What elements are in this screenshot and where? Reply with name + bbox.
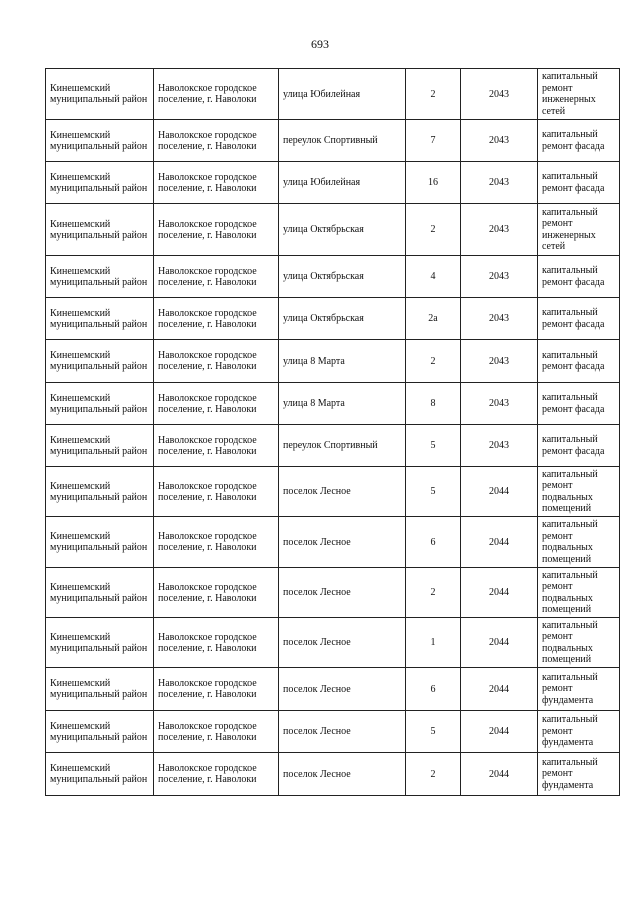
year-cell: 2044 xyxy=(461,618,538,668)
table-row xyxy=(46,618,620,668)
work-type-cell: капитальный ремонт фасада xyxy=(538,425,620,467)
settlement-cell: Наволокское городское поселение, г. Наволоки xyxy=(154,256,279,298)
district-cell: Кинешемский муниципальный район xyxy=(46,467,154,517)
work-type-cell: капитальный ремонт фасада xyxy=(538,256,620,298)
year-cell: 2043 xyxy=(461,340,538,383)
work-type-cell: капитальный ремонт фасада xyxy=(538,340,620,383)
year-cell: 2044 xyxy=(461,711,538,753)
year-cell: 2044 xyxy=(461,568,538,618)
work-type-cell: капитальный ремонт фасада xyxy=(538,120,620,162)
settlement-cell: Наволокское городское поселение, г. Наволоки xyxy=(154,162,279,204)
table-row xyxy=(46,383,620,425)
house-number-cell: 4 xyxy=(406,256,461,298)
settlement-cell: Наволокское городское поселение, г. Наволоки xyxy=(154,298,279,340)
settlement-cell: Наволокское городское поселение, г. Наволоки xyxy=(154,425,279,467)
table-row xyxy=(46,162,620,204)
year-cell: 2043 xyxy=(461,298,538,340)
year-cell: 2043 xyxy=(461,383,538,425)
street-cell: поселок Лесное xyxy=(279,618,406,668)
house-number-cell: 7 xyxy=(406,120,461,162)
settlement-cell: Наволокское городское поселение, г. Наволоки xyxy=(154,568,279,618)
street-cell: поселок Лесное xyxy=(279,711,406,753)
settlement-cell: Наволокское городское поселение, г. Наволоки xyxy=(154,340,279,383)
settlement-cell: Наволокское городское поселение, г. Наволоки xyxy=(154,204,279,256)
year-cell: 2043 xyxy=(461,425,538,467)
settlement-cell: Наволокское городское поселение, г. Наволоки xyxy=(154,467,279,517)
house-number-cell: 5 xyxy=(406,425,461,467)
year-cell: 2044 xyxy=(461,517,538,568)
year-cell: 2043 xyxy=(461,120,538,162)
house-number-cell: 2 xyxy=(406,204,461,256)
work-type-cell: капитальный ремонт фундамента xyxy=(538,668,620,711)
house-number-cell: 8 xyxy=(406,383,461,425)
year-cell: 2043 xyxy=(461,256,538,298)
settlement-cell: Наволокское городское поселение, г. Наволоки xyxy=(154,69,279,120)
table-row xyxy=(46,568,620,618)
house-number-cell: 6 xyxy=(406,517,461,568)
street-cell: улица Октябрьская xyxy=(279,298,406,340)
table-body xyxy=(46,69,620,796)
year-cell: 2044 xyxy=(461,668,538,711)
house-number-cell: 16 xyxy=(406,162,461,204)
house-number-cell: 2 xyxy=(406,568,461,618)
table-row xyxy=(46,256,620,298)
work-type-cell: капитальный ремонт подвальных помещений xyxy=(538,618,620,668)
district-cell: Кинешемский муниципальный район xyxy=(46,340,154,383)
street-cell: улица Юбилейная xyxy=(279,69,406,120)
year-cell: 2043 xyxy=(461,204,538,256)
table-row xyxy=(46,69,620,120)
district-cell: Кинешемский муниципальный район xyxy=(46,568,154,618)
district-cell: Кинешемский муниципальный район xyxy=(46,753,154,796)
district-cell: Кинешемский муниципальный район xyxy=(46,711,154,753)
district-cell: Кинешемский муниципальный район xyxy=(46,425,154,467)
work-type-cell: капитальный ремонт подвальных помещений xyxy=(538,467,620,517)
district-cell: Кинешемский муниципальный район xyxy=(46,204,154,256)
street-cell: поселок Лесное xyxy=(279,668,406,711)
street-cell: поселок Лесное xyxy=(279,568,406,618)
settlement-cell: Наволокское городское поселение, г. Наволоки xyxy=(154,120,279,162)
work-type-cell: капитальный ремонт фундамента xyxy=(538,711,620,753)
settlement-cell: Наволокское городское поселение, г. Наволоки xyxy=(154,618,279,668)
work-type-cell: капитальный ремонт инженерных сетей xyxy=(538,69,620,120)
work-type-cell: капитальный ремонт подвальных помещений xyxy=(538,517,620,568)
district-cell: Кинешемский муниципальный район xyxy=(46,383,154,425)
house-number-cell: 2а xyxy=(406,298,461,340)
table-row xyxy=(46,120,620,162)
house-number-cell: 2 xyxy=(406,753,461,796)
street-cell: улица Октябрьская xyxy=(279,204,406,256)
table-row xyxy=(46,517,620,568)
year-cell: 2043 xyxy=(461,162,538,204)
district-cell: Кинешемский муниципальный район xyxy=(46,256,154,298)
house-number-cell: 2 xyxy=(406,69,461,120)
house-number-cell: 2 xyxy=(406,340,461,383)
year-cell: 2044 xyxy=(461,467,538,517)
table-row xyxy=(46,467,620,517)
house-number-cell: 5 xyxy=(406,467,461,517)
settlement-cell: Наволокское городское поселение, г. Наволоки xyxy=(154,753,279,796)
street-cell: переулок Спортивный xyxy=(279,120,406,162)
repair-schedule-table xyxy=(45,68,620,796)
year-cell: 2044 xyxy=(461,753,538,796)
table-row xyxy=(46,340,620,383)
settlement-cell: Наволокское городское поселение, г. Наволоки xyxy=(154,383,279,425)
table-row xyxy=(46,204,620,256)
work-type-cell: капитальный ремонт инженерных сетей xyxy=(538,204,620,256)
district-cell: Кинешемский муниципальный район xyxy=(46,618,154,668)
house-number-cell: 1 xyxy=(406,618,461,668)
table-row xyxy=(46,753,620,796)
settlement-cell: Наволокское городское поселение, г. Наволоки xyxy=(154,668,279,711)
street-cell: улица Октябрьская xyxy=(279,256,406,298)
district-cell: Кинешемский муниципальный район xyxy=(46,298,154,340)
district-cell: Кинешемский муниципальный район xyxy=(46,120,154,162)
house-number-cell: 5 xyxy=(406,711,461,753)
work-type-cell: капитальный ремонт подвальных помещений xyxy=(538,568,620,618)
table-row xyxy=(46,425,620,467)
street-cell: улица Юбилейная xyxy=(279,162,406,204)
work-type-cell: капитальный ремонт фасада xyxy=(538,383,620,425)
district-cell: Кинешемский муниципальный район xyxy=(46,162,154,204)
table-row xyxy=(46,711,620,753)
street-cell: поселок Лесное xyxy=(279,467,406,517)
street-cell: улица 8 Марта xyxy=(279,340,406,383)
work-type-cell: капитальный ремонт фундамента xyxy=(538,753,620,796)
year-cell: 2043 xyxy=(461,69,538,120)
district-cell: Кинешемский муниципальный район xyxy=(46,517,154,568)
table-row xyxy=(46,298,620,340)
street-cell: улица 8 Марта xyxy=(279,383,406,425)
table-row xyxy=(46,668,620,711)
settlement-cell: Наволокское городское поселение, г. Наволоки xyxy=(154,517,279,568)
street-cell: поселок Лесное xyxy=(279,753,406,796)
page-number: 693 xyxy=(311,37,329,51)
street-cell: переулок Спортивный xyxy=(279,425,406,467)
house-number-cell: 6 xyxy=(406,668,461,711)
street-cell: поселок Лесное xyxy=(279,517,406,568)
settlement-cell: Наволокское городское поселение, г. Наволоки xyxy=(154,711,279,753)
district-cell: Кинешемский муниципальный район xyxy=(46,69,154,120)
work-type-cell: капитальный ремонт фасада xyxy=(538,298,620,340)
work-type-cell: капитальный ремонт фасада xyxy=(538,162,620,204)
district-cell: Кинешемский муниципальный район xyxy=(46,668,154,711)
